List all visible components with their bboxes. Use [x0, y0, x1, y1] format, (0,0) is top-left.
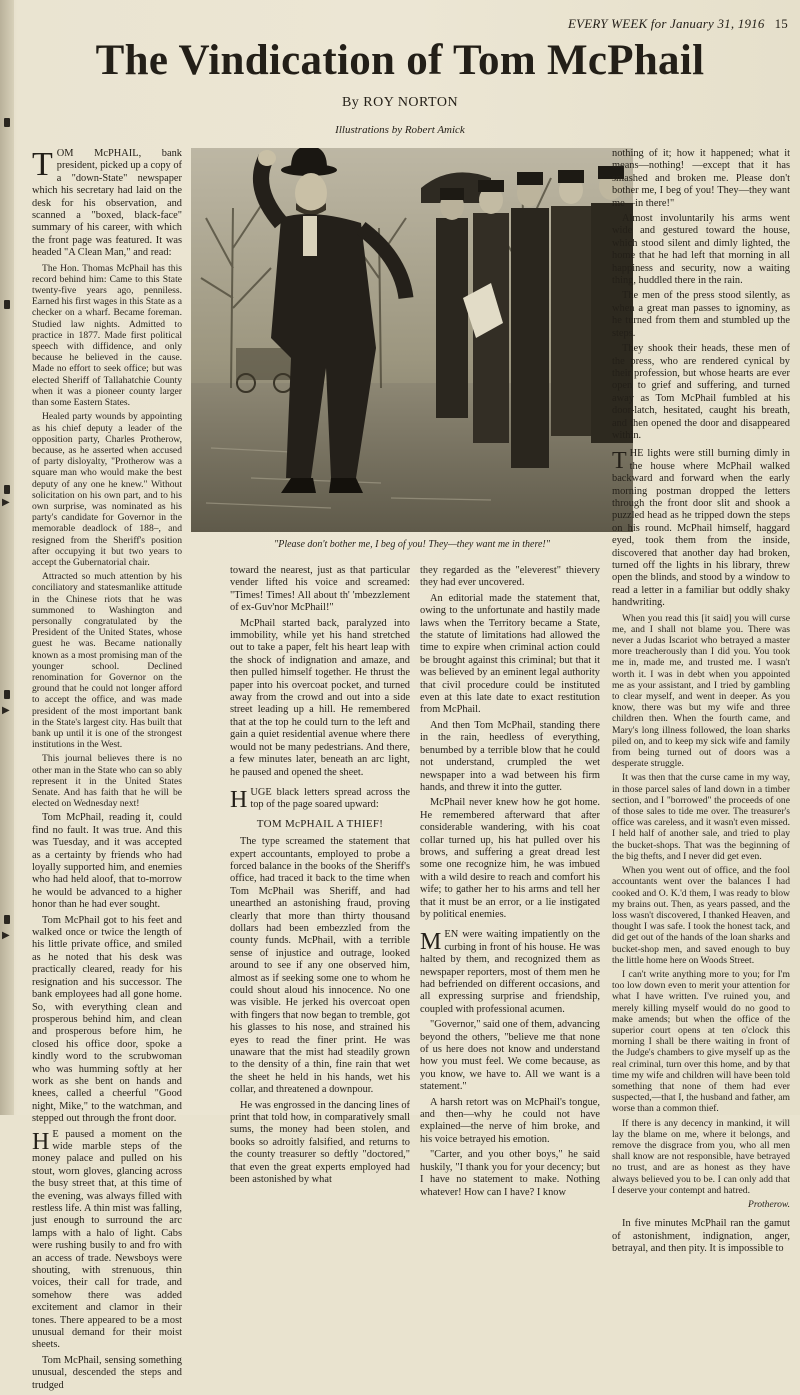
running-head	[568, 16, 788, 32]
letter-paragraph: If there is any decency in mankind, it will lay the blame on me, where it belongs, and remove the disgrace from you, who all men shall know are not responsible, have betrayed no trust, and are as honest as they have always believed you to be. I can only add that I deserve your contempt and hatred.	[612, 1117, 790, 1196]
binding-hole	[4, 485, 10, 494]
letter-paragraph: When you read this [it said] you will curse me, and I shall not blame you. There was never a Judas Iscariot who betrayed a master more treacherously than I did you. You took me in, made me, and trusted me. I wasn't worth it. I was in debt when you appointed me as your assistant, and I tried by gambling to clear myself, and went in deeper. As you know, there was but my wife and three children then. When the fourth came, and Mary's long illness followed, the loan sharks piled on, and to keep my sick wife and family from being turned out of doors was a desperate struggle.	[612, 612, 790, 770]
newspaper-headline: TOM McPHAIL A THIEF!	[256, 817, 384, 830]
body-paragraph: He was engrossed in the dancing lines of print that told how, in comparatively small sums, the money had been stolen, and books so adroitly falsified, and returns to the county treasurer so deftly "doctored," that even the great experts employed had been astonished by what	[230, 1099, 410, 1186]
body-paragraph: Tom McPhail, reading it, could find no fault. It was true. And this was Tuesday, and it was accepted as a certainty by friends who had loyally supported him, and enemies who had held aloof, that to-morrow he would be advanced to a higher honor than he had ever sought.	[32, 812, 182, 911]
running-head-text: EVERY WEEK for January 31, 1916	[567, 16, 765, 31]
illustration-caption: "Please don't bother me, I beg of you! They—they want me in there!"	[274, 539, 550, 550]
body-paragraph: They shook their heads, these men of the press, who are rendered cynical by their profession, but whose hearts are ever open to grief and suffering, and turned away as Tom McPhail fumbled at his door-latch, hesitated, caught his breath, and then opened the door and disappeared within.	[612, 343, 790, 441]
section-paragraph: HUGE black letters spread across the top of the page soared upward:	[230, 786, 410, 813]
letter-paragraph: I can't write anything more to you; for I'm too low down even to merit your attention for what I have written. I've ruined you, and merely killing myself would do no good to make amends; but when the office of the superior court opens at ten o'clock this morning I shall be there waiting in front of the Judge's chambers to give myself up as the real criminal, turn over this home, and by that time my wife and children will have been told something that none of them had ever suspected,—that I, the husband and father, am worse than a common thief.	[612, 968, 790, 1115]
body-paragraph: Almost involuntarily his arms went wide and gestured toward the house, which stood silent and dimly lighted, the home that he had left that morning in all happiness and security, now a waiting thing, huddled there in the rain.	[612, 213, 790, 287]
margin-arrow-icon: ▶	[2, 930, 10, 941]
margin-arrow-icon: ▶	[2, 497, 10, 508]
body-paragraph: An editorial made the statement that, owing to the unfortunate and hastily made laws when the Territory became a State, the statute of limitations had allowed the time to expire when criminal action could be brought against this criminal; but that it was believed by an eminent legal authority that civil procedure could be instituted even at this late date to exact restitution from McPhail.	[420, 592, 600, 716]
column-2	[230, 565, 410, 1190]
illustration	[191, 148, 633, 532]
letter-paragraph: It was then that the curse came in my way, in those parcel sales of land down in a timber section, and I "borrowed" the proceeds of one of those sales to tide me over. The treasurer's office was careless, and it wasn't even missed. I held half of another sale, and tried to play the bucket-shops. That was the beginning of the big thefts, and I never did get even.	[612, 772, 790, 862]
drop-cap: T	[612, 448, 627, 475]
drop-cap: H	[32, 1128, 50, 1155]
letter-paragraph: When you went out of office, and the fool accountants went over the balances I had cooked and O. K.'d them, I was ready to blow my brains out. Then, as years passed, and the loss wasn't discovered, I thanked Heaven, and thought I was safe. I took the honest tack, and did get out of the hands of the loan sharks and bucket-shop men, and saved enough to buy the little home here on Woods Street.	[612, 865, 790, 966]
body-paragraph: Tom McPhail, sensing something unusual, descended the steps and trudged	[32, 1354, 182, 1391]
byline: By ROY NORTON	[341, 95, 459, 110]
clipping-paragraph: This journal believes there is no other man in the State who can so ably represent it in the United States Senate. And has faith that he will be elected on Wednesday next!	[32, 753, 182, 810]
body-paragraph: The men of the press stood silently, as when a great man passes to ignominy, as he turned from them and stumbled up the steps.	[612, 290, 790, 339]
illustration-drawing	[191, 148, 633, 532]
page-number: 15	[774, 16, 788, 31]
binding-hole	[4, 690, 10, 699]
clipping-paragraph: The Hon. Thomas McPhail has this record behind him: Came to this State twenty-five years ago, penniless. Earned his first wages in this State as a checker on a wharf. Became foreman. Studied law nights. Admitted to practice in 1877. Made first political speech with diffidence, and only because he believed in the cause. Made no effort to seek office; but was elected Sheriff of Tallahatchie County when it was a pioneer county larger than some Eastern States.	[32, 262, 182, 409]
clipping-paragraph: Attracted so much attention by his conciliatory and statesmanlike attitude in the Chinese riots that he was summoned to Washington and personally congratulated by the President of the United States, whose guest he was. Became nationally known as a most promising man of the younger school. Declined renomination for Governor on the ground that he could not longer afford to accept the office, and was made president of the most important bank in the State's largest city. Has built that bank up until it is one of the strongest institutions in the West.	[32, 571, 182, 751]
body-paragraph: Tom McPhail got to his feet and walked once or twice the length of his little private office, and smiled as he noted that his desk was practically cleared, ready for his resignation and his successor. The bank employees had all gone home. So, with everything clean and prosperous behind him, and clean and prosperous before him, he closed his office door, spoke a kindly word to the scrubwoman who was humming softly at her work as she bent on hands and knees, called a cheerful "Good night, Mike," to the watchman, and stepped out through the front door.	[32, 914, 182, 1125]
drop-cap: M	[420, 929, 442, 956]
binding-hole	[4, 915, 10, 924]
body-paragraph: In five minutes McPhail ran the gamut of astonishment, indignation, anger, betrayal, and then pity. It is impossible to	[612, 1218, 790, 1254]
clipping-paragraph: Healed party wounds by appointing as his chief deputy a leader of the opposition party, Charles Protherow, because, as he asserted when accused of party disloyalty, "Protherow was a square man who would make the best deputy of any one he knew." Without solicitation on his own part, and to his own surprise, was nominated as his party's candidate for Governor in the memorable deadlock of 188–, and resigned from the Sheriff's position after occupying it but two years to accept the Gubernatorial chair.	[32, 411, 182, 568]
section-paragraph: MEN were waiting impatiently on the curbing in front of his house. He was halted by them, and recognized them as newspaper reporters, most of them men he had befriended on different occasions, and all expressing surprise and friendship, coupled with professional acumen.	[420, 929, 600, 1015]
page-binding	[0, 0, 14, 1115]
body-paragraph: McPhail started back, paralyzed into immobility, while yet his hand stretched out to take a paper, felt his heart leap with the shock of indignation and amaze, and then pulled himself together. He thrust the paper into his overcoat pocket, and turned away from the crowd and out into a side street leading up a hill. He remembered that at the top he could turn to the left and gain a quiet residential avenue where there would not be many pedestrians. And there, a few minutes later, beneath an arc light, he paused and opened the sheet.	[230, 617, 410, 778]
body-paragraph: nothing of it; how it happened; what it means—nothing! —except that it has smashed and broken me. Please don't bother me, I beg of you! They—they want me—in there!"	[612, 148, 790, 209]
column-4	[612, 148, 790, 1258]
body-paragraph: A harsh retort was on McPhail's tongue, and then—why he could not have explained—the nerve of him broke, and his voice betrayed his emotion.	[420, 1096, 600, 1145]
body-paragraph: And then Tom McPhail, standing there in the rain, heedless of everything, benumbed by a terrible blow that he could not understand, crumpled the wet newspaper into a wad between his firm hands, and threw it into the gutter.	[420, 719, 600, 793]
body-paragraph: "Governor," said one of them, advancing beyond the others, "believe me that none of us here does not know and understand how you must feel. We come because, as you know, we have to. All we want is a statement."	[420, 1019, 600, 1093]
binding-hole	[4, 300, 10, 309]
confession-letter	[612, 613, 790, 1211]
body-paragraph: McPhail never knew how he got home. He remembered afterward that after considerable wandering, with his coat collar turned up, his hat pulled over his brows, and suffering a great dread lest some one recognize him, he was imbued with a wild desire to reach and comfort his wife; to gather her to his arms and tell her that it must be an error, or a lie instigated by political enemies.	[420, 797, 600, 920]
body-paragraph: The type screamed the statement that expert accountants, employed to probe a forced balance in the books of the Sheriff's office, had traced it back to the time when Tom McPhail was Sheriff, and had unearthed an astonishing fraud, proving clearly that more than thirty thousand dollars had been embezzled from the county funds. McPhail, with a terrible sense of injustice and outrage, looked around to see if any one observed him, almost as if seeking some one to whom he could shout aloud his innocence. No one was visible. He jerked his overcoat open with fingers that now began to tremble, got his glasses to his nose, and strained his eyes to read the finer print. He was unaware that the mist had steadily grown to the density of a thin, fine rain that wet the sheet he held in his hands, wet his collar, and threatened a downpour.	[230, 836, 410, 1096]
section-paragraph: H E paused a moment on the wide marble steps of the money palace and pulled on his stout, worn gloves, glancing across the busy street that, at this time of the evening, was always filled with restless life. A thin mist was falling, just enough to surround the arc lamps with a halo of light. Cabs were rushing busily to and fro with an access of trade. Newsboys were shouting, with strenuous, thin voices, their call for trade, and somehow there was added excitement and clamor in their tones. There appeared to be a most unusual demand for their moist sheets.	[32, 1128, 182, 1351]
letter-signature: Protherow.	[747, 1198, 790, 1210]
drop-cap: H	[230, 786, 248, 813]
illustrations-credit: Illustrations by Robert Amick	[335, 124, 465, 136]
column-1	[32, 148, 182, 1395]
margin-arrow-icon: ▶	[2, 705, 10, 716]
column-3	[420, 565, 600, 1202]
body-paragraph: "Carter, and you other boys," he said huskily, "I thank you for your decency; but I have no statement to make. Nothing whatever! How can I have? I know	[420, 1149, 600, 1198]
article-headline: The Vindication of Tom McPhail	[95, 37, 705, 84]
newspaper-clipping	[32, 263, 182, 810]
body-paragraph: toward the nearest, just as that particular vender lifted his voice and screamed: "Times! Times! All about th' 'mbezzlement of ex-Guv'nor McPhail!"	[230, 565, 410, 614]
section-paragraph: THE lights were still burning dimly in the house where McPhail walked backward and forward when the early morning postman dropped the letters through the front door slit and shook a puzzled head as he tripped down the steps on his round. McPhail himself, haggard eyed, took them from the inside, discovered that another day had broken, turned off the lights in his library, threw open the blinds, and stood by a window to read a letter in a familiar but oddly shaky handwriting.	[612, 448, 790, 609]
drop-cap: T	[32, 146, 53, 183]
lead-paragraph: TOM McPHAIL, bank president, picked up a copy of a "down-State" newspaper which his secretary had laid on the desk for his observation, and scanned a "boxed, black-face" summary of his career, with which the front page was featured. It was headed "A Clean Man," and read:	[32, 146, 183, 259]
body-paragraph: they regarded as the "eleverest" thievery they had ever uncovered.	[420, 565, 600, 589]
